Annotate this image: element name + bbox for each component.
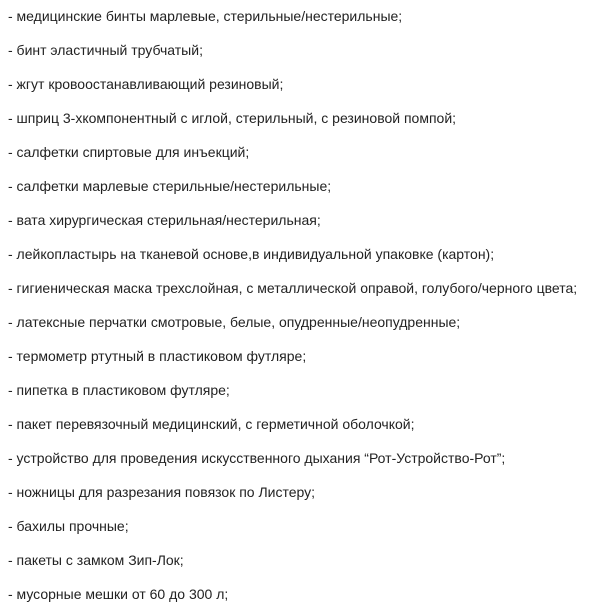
list-item: - гигиеническая маска трехслойная, с металлической оправой, голубого/черного цвета; bbox=[8, 280, 578, 296]
list-item: - шприц 3-хкомпонентный с иглой, стерильный, с резиновой помпой; bbox=[8, 110, 457, 126]
list-item: - медицинские бинты марлевые, стерильные/нестерильные; bbox=[8, 8, 403, 24]
list-item: - мусорные мешки от 60 до 300 л; bbox=[8, 586, 229, 602]
list-item: - бахилы прочные; bbox=[8, 518, 129, 534]
list-item: - жгут кровоостанавливающий резиновый; bbox=[8, 76, 284, 92]
list-item: - бинт эластичный трубчатый; bbox=[8, 42, 203, 58]
list-item: - салфетки спиртовые для инъекций; bbox=[8, 144, 250, 160]
list-item: - термометр ртутный в пластиковом футляре; bbox=[8, 348, 307, 364]
list-item: - лейкопластырь на тканевой основе,в индивидуальной упаковке (картон); bbox=[8, 246, 495, 262]
list-item: - пакеты с замком Зип-Лок; bbox=[8, 552, 184, 568]
list-item: - пакет перевязочный медицинский, с герметичной оболочкой; bbox=[8, 416, 415, 432]
list-item: - устройство для проведения искусственного дыхания “Рот-Устройство-Рот”; bbox=[8, 450, 506, 466]
list-item: - пипетка в пластиковом футляре; bbox=[8, 382, 230, 398]
list-item: - вата хирургическая стерильная/нестерильная; bbox=[8, 212, 321, 228]
list-item: - ножницы для разрезания повязок по Листеру; bbox=[8, 484, 316, 500]
list-item: - салфетки марлевые стерильные/нестерильные; bbox=[8, 178, 332, 194]
list-item: - латексные перчатки смотровые, белые, опудренные/неопудренные; bbox=[8, 314, 461, 330]
